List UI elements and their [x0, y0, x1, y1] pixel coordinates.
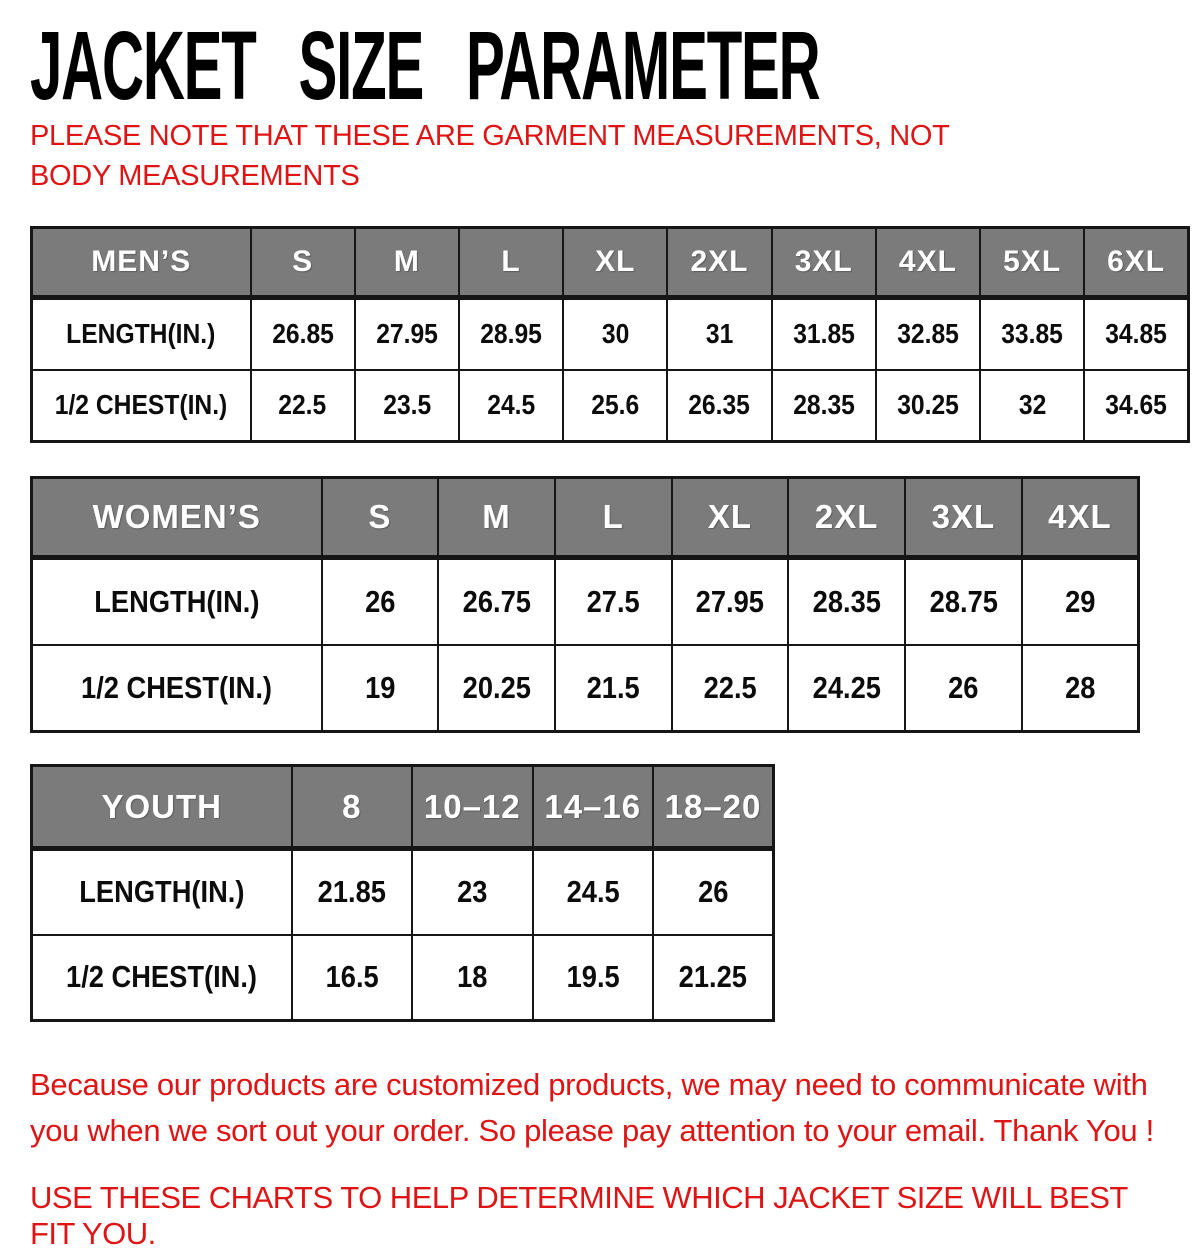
measurement-row-label: LENGTH(IN.): [32, 558, 322, 645]
measurement-value: 24.5: [459, 370, 563, 442]
table-row: [32, 645, 1139, 732]
measurement-value: 26: [653, 849, 774, 935]
size-column-header: S: [322, 478, 439, 558]
size-column-header: 5XL: [980, 228, 1084, 298]
table-row: [32, 935, 774, 1021]
table-row: [32, 558, 1139, 645]
measurement-value: 33.85: [980, 298, 1084, 370]
measurement-row-label: 1/2 CHEST(IN.): [32, 645, 322, 732]
measurement-value: 27.95: [672, 558, 789, 645]
size-column-header: 8: [292, 766, 413, 849]
size-column-header: 3XL: [905, 478, 1022, 558]
measurement-value: 28.75: [905, 558, 1022, 645]
size-column-header: L: [459, 228, 563, 298]
measurement-value: 32.85: [876, 298, 980, 370]
size-column-header: 4XL: [876, 228, 980, 298]
garment-measurement-note: PLEASE NOTE THAT THESE ARE GARMENT MEASUREMENTS, NOT BODY MEASUREMENTS: [30, 120, 950, 193]
measurement-value: 26.35: [667, 370, 771, 442]
mens-table: [30, 226, 1190, 443]
measurement-value: 30: [563, 298, 667, 370]
table-row: [32, 370, 1189, 442]
measurement-value: 24.25: [788, 645, 905, 732]
measurement-value: 29: [1022, 558, 1139, 645]
mens-size-table: [30, 226, 1170, 443]
measurement-value: 32: [980, 370, 1084, 442]
youth-table: [30, 764, 775, 1022]
measurement-value: 20.25: [438, 645, 555, 732]
size-column-header: 6XL: [1084, 228, 1188, 298]
measurement-value: 28: [1022, 645, 1139, 732]
measurement-value: 23.5: [355, 370, 459, 442]
size-column-header: 2XL: [788, 478, 905, 558]
size-column-header: XL: [672, 478, 789, 558]
measurement-value: 21.85: [292, 849, 413, 935]
customization-notice: Because our products are customized products, we may need to communicate with you when we sort out your order. So please pay attention to your email. Thank You !: [30, 1067, 1154, 1148]
size-column-header: 14–16: [533, 766, 654, 849]
measurement-value: 34.85: [1084, 298, 1188, 370]
measurement-value: 26: [905, 645, 1022, 732]
size-column-header: S: [251, 228, 355, 298]
page-title: [30, 26, 1170, 106]
group-header-cell: YOUTH: [32, 766, 292, 849]
womens-table: [30, 476, 1140, 733]
measurement-value: 28.35: [772, 370, 876, 442]
measurement-value: 26.85: [251, 298, 355, 370]
table-row: [32, 298, 1189, 370]
measurement-value: 26.75: [438, 558, 555, 645]
size-column-header: M: [355, 228, 459, 298]
measurement-value: 28.35: [788, 558, 905, 645]
measurement-value: 30.25: [876, 370, 980, 442]
chart-usage-note: USE THESE CHARTS TO HELP DETERMINE WHICH JACKET SIZE WILL BEST FIT YOU.: [30, 1179, 1128, 1251]
size-column-header: 18–20: [653, 766, 774, 849]
measurement-value: 31.85: [772, 298, 876, 370]
measurement-value: 21.25: [653, 935, 774, 1021]
measurement-value: 27.95: [355, 298, 459, 370]
size-column-header: XL: [563, 228, 667, 298]
measurement-row-label: 1/2 CHEST(IN.): [32, 935, 292, 1021]
measurement-row-label: LENGTH(IN.): [32, 849, 292, 935]
measurement-row-label: 1/2 CHEST(IN.): [32, 370, 251, 442]
measurement-value: 22.5: [251, 370, 355, 442]
youth-size-table: [30, 764, 1170, 1022]
size-column-header: 2XL: [667, 228, 771, 298]
measurement-value: 27.5: [555, 558, 672, 645]
measurement-value: 21.5: [555, 645, 672, 732]
measurement-value: 16.5: [292, 935, 413, 1021]
measurement-value: 19: [322, 645, 439, 732]
size-column-header: 3XL: [772, 228, 876, 298]
measurement-row-label: LENGTH(IN.): [32, 298, 251, 370]
size-column-header: 4XL: [1022, 478, 1139, 558]
group-header-cell: WOMEN’S: [32, 478, 322, 558]
measurement-value: 23: [412, 849, 533, 935]
size-column-header: 10–12: [412, 766, 533, 849]
measurement-value: 22.5: [672, 645, 789, 732]
measurement-value: 28.95: [459, 298, 563, 370]
size-column-header: M: [438, 478, 555, 558]
measurement-value: 34.65: [1084, 370, 1188, 442]
table-row: [32, 849, 774, 935]
size-column-header: L: [555, 478, 672, 558]
measurement-value: 24.5: [533, 849, 654, 935]
measurement-value: 31: [667, 298, 771, 370]
womens-size-table: [30, 476, 1170, 733]
measurement-value: 26: [322, 558, 439, 645]
group-header-cell: MEN’S: [32, 228, 251, 298]
measurement-value: 18: [412, 935, 533, 1021]
measurement-value: 19.5: [533, 935, 654, 1021]
measurement-value: 25.6: [563, 370, 667, 442]
page-title-text: JACKET SIZE PARAMETER: [30, 26, 820, 106]
